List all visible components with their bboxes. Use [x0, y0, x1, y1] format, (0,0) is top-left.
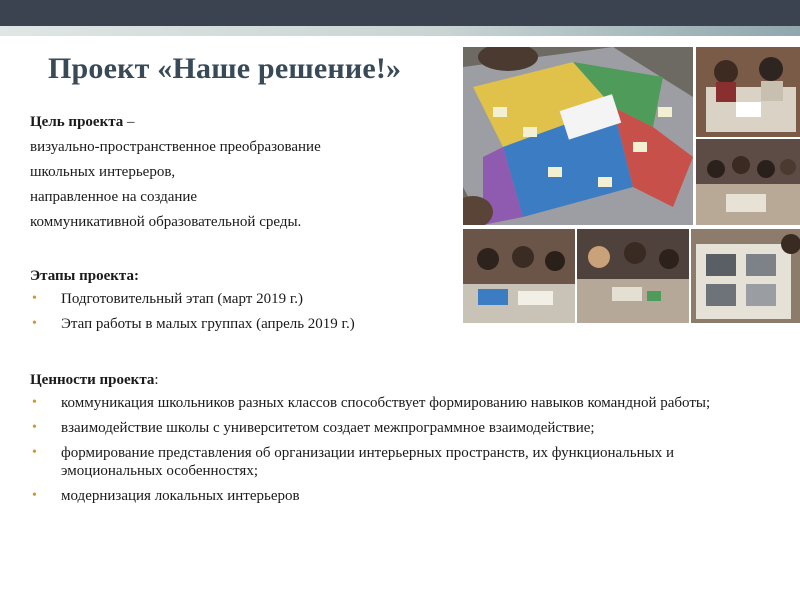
list-item	[30, 290, 460, 308]
values-heading-line	[30, 369, 730, 391]
stage-text: Подготовительный этап (март 2019 г.)	[61, 291, 304, 307]
stages-list	[30, 290, 460, 333]
bullet-icon: •	[32, 488, 37, 503]
group-discussion-photo-2	[576, 228, 690, 324]
goal-dash: –	[123, 114, 135, 130]
group-discussion-photo-1	[462, 228, 576, 324]
list-item	[30, 394, 730, 412]
project-stages-block	[30, 265, 460, 340]
values-list	[30, 394, 730, 505]
values-heading: Ценности проекта	[30, 372, 155, 388]
value-text: взаимодействие школы с университетом создает межпрограммное взаимодействие;	[61, 420, 595, 436]
top-bar	[0, 0, 800, 26]
board-game-table-photo	[462, 46, 694, 226]
values-colon: :	[154, 372, 159, 388]
list-item	[30, 419, 730, 437]
bullet-icon: •	[32, 420, 37, 435]
value-text: модернизация локальных интерьеров	[61, 488, 300, 504]
goal-label: Цель проекта	[30, 114, 124, 130]
value-text: коммуникация школьников разных классов способствует формированию навыков командной работы;	[61, 395, 711, 411]
list-item	[30, 315, 460, 333]
list-item	[30, 487, 730, 505]
bullet-icon: •	[32, 445, 37, 460]
papers-on-table-photo	[690, 228, 800, 324]
list-item	[30, 444, 730, 480]
goal-line: направленное на создание	[30, 189, 198, 205]
bullet-icon: •	[32, 291, 37, 306]
photo-collage	[462, 46, 800, 322]
goal-line: коммуникативной образовательной среды.	[30, 214, 302, 230]
students-working-photo	[695, 46, 800, 138]
stages-heading: Этапы проекта:	[30, 268, 139, 284]
top-accent-stripe	[0, 26, 800, 36]
bullet-icon: •	[32, 316, 37, 331]
classroom-group-photo	[695, 138, 800, 226]
project-goal-block	[30, 110, 450, 235]
goal-line: школьных интерьеров,	[30, 164, 176, 180]
slide-title: Проект «Наше решение!»	[48, 52, 402, 85]
goal-heading-line	[30, 110, 450, 135]
value-text: формирование представления об организации интерьерных пространств, их функциональных и эмоциональных особенностях;	[61, 445, 675, 479]
stage-text: Этап работы в малых группах (апрель 2019 г.)	[61, 316, 355, 332]
project-values-block	[30, 369, 730, 512]
goal-line: визуально-пространственное преобразование	[30, 139, 321, 155]
bullet-icon: •	[32, 395, 37, 410]
